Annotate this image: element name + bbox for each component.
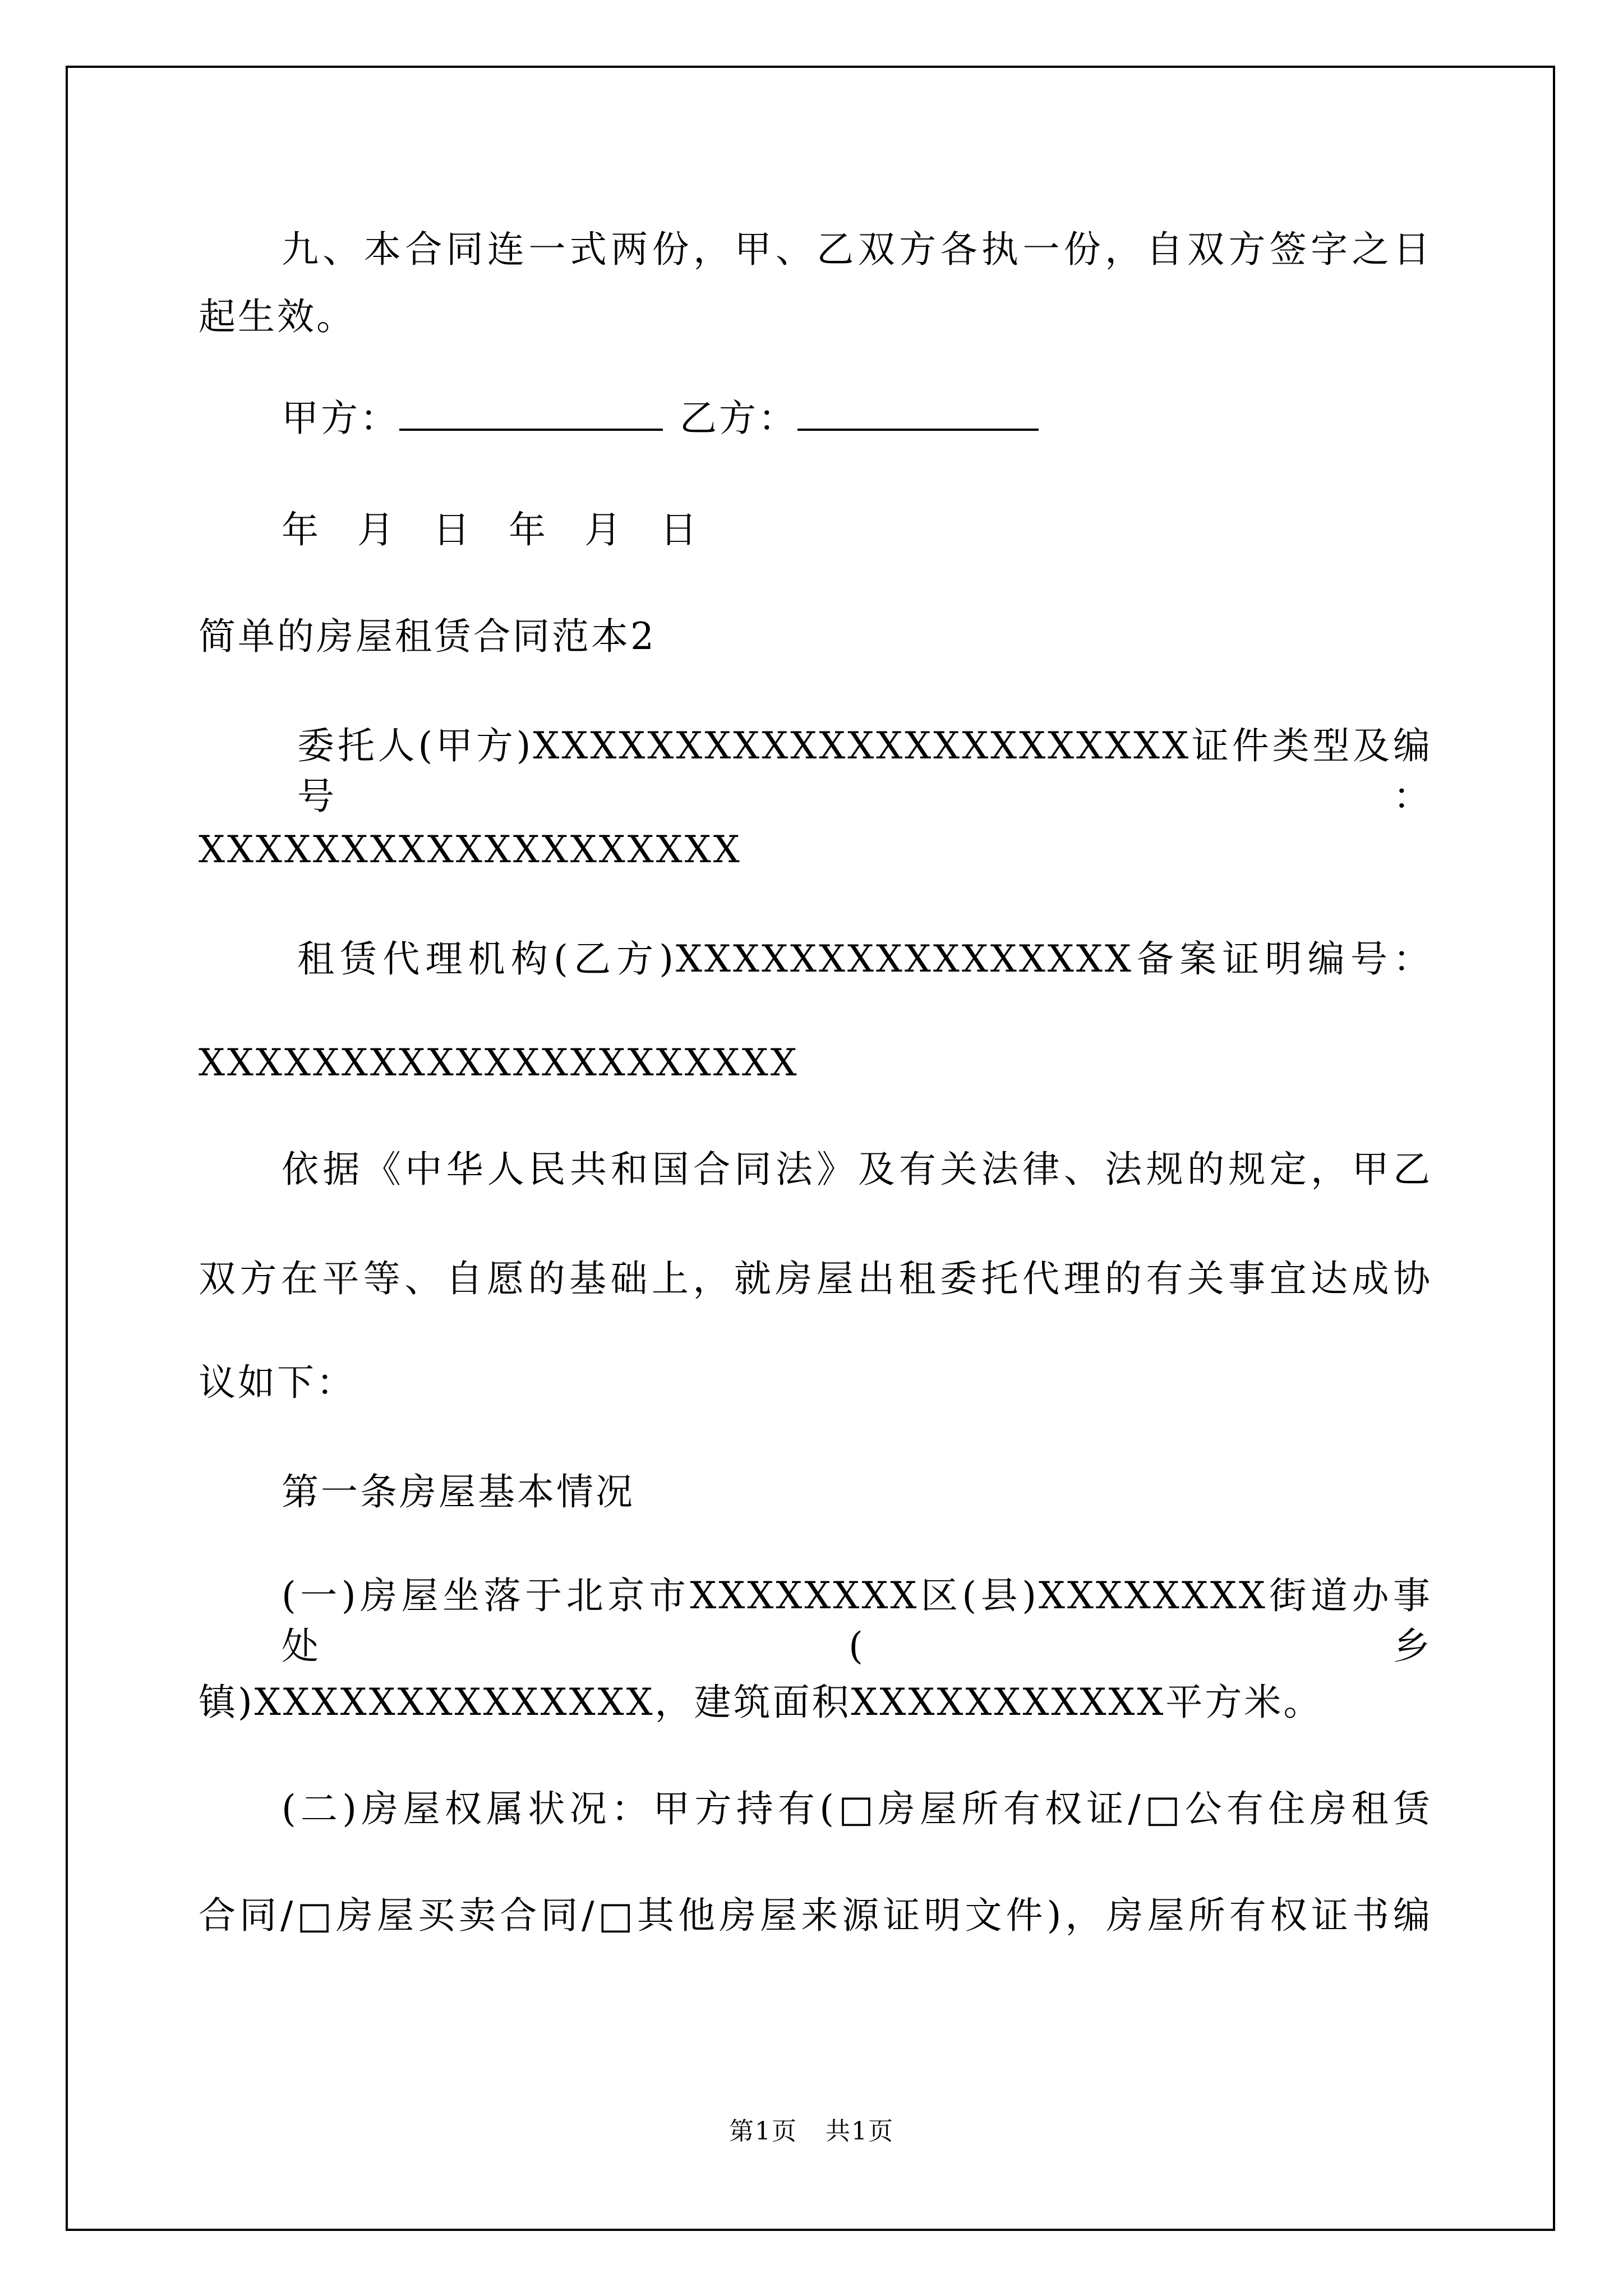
total-pages: 共1页 <box>826 2117 894 2146</box>
party-b-label: 乙方： <box>680 397 797 440</box>
paragraph-line: 租赁代理机构(乙方)XXXXXXXXXXXXXXXX备案证明编号： <box>297 937 1432 981</box>
paragraph-line: 起生效。 <box>199 295 356 338</box>
article-heading: 第一条房屋基本情况 <box>282 1470 635 1513</box>
party-b-signature-blank <box>797 393 1039 431</box>
paragraph-line: 九、本合同连一式两份，甲、乙双方各执一份，自双方签字之日 <box>282 228 1432 271</box>
paragraph-line: 委托人(甲方)XXXXXXXXXXXXXXXXXXXXXXX证件类型及编号： <box>297 724 1432 818</box>
party-a-label: 甲方： <box>282 397 399 440</box>
paragraph-line: 依据《中华人民共和国合同法》及有关法律、法规的规定，甲乙 <box>282 1148 1432 1191</box>
page-number: 第1页 <box>729 2117 797 2146</box>
paragraph-line: XXXXXXXXXXXXXXXXXXX <box>199 828 742 871</box>
paragraph-line: 合同/□房屋买卖合同/□其他房屋来源证明文件)，房屋所有权证书编 <box>199 1894 1432 1937</box>
paragraph-line: 议如下： <box>199 1361 356 1404</box>
page-footer <box>0 2115 1623 2148</box>
party-a-signature-blank <box>399 393 663 431</box>
section-title: 简单的房屋租赁合同范本2 <box>199 615 656 658</box>
paragraph-line: (一)房屋坐落于北京市XXXXXXXX区(县)XXXXXXXX街道办事处(乡 <box>282 1574 1432 1668</box>
signature-line <box>282 393 1039 443</box>
date-line: 年 月 日 年 月 日 <box>282 508 711 551</box>
paragraph-line: (二)房屋权属状况：甲方持有(□房屋所有权证/□公有住房租赁 <box>282 1787 1432 1830</box>
paragraph-line: 镇)XXXXXXXXXXXXXX，建筑面积XXXXXXXXXXX平方米。 <box>199 1681 1323 1724</box>
paragraph-line: 双方在平等、自愿的基础上，就房屋出租委托代理的有关事宜达成协 <box>199 1257 1432 1300</box>
paragraph-line: XXXXXXXXXXXXXXXXXXXXX <box>199 1041 799 1084</box>
